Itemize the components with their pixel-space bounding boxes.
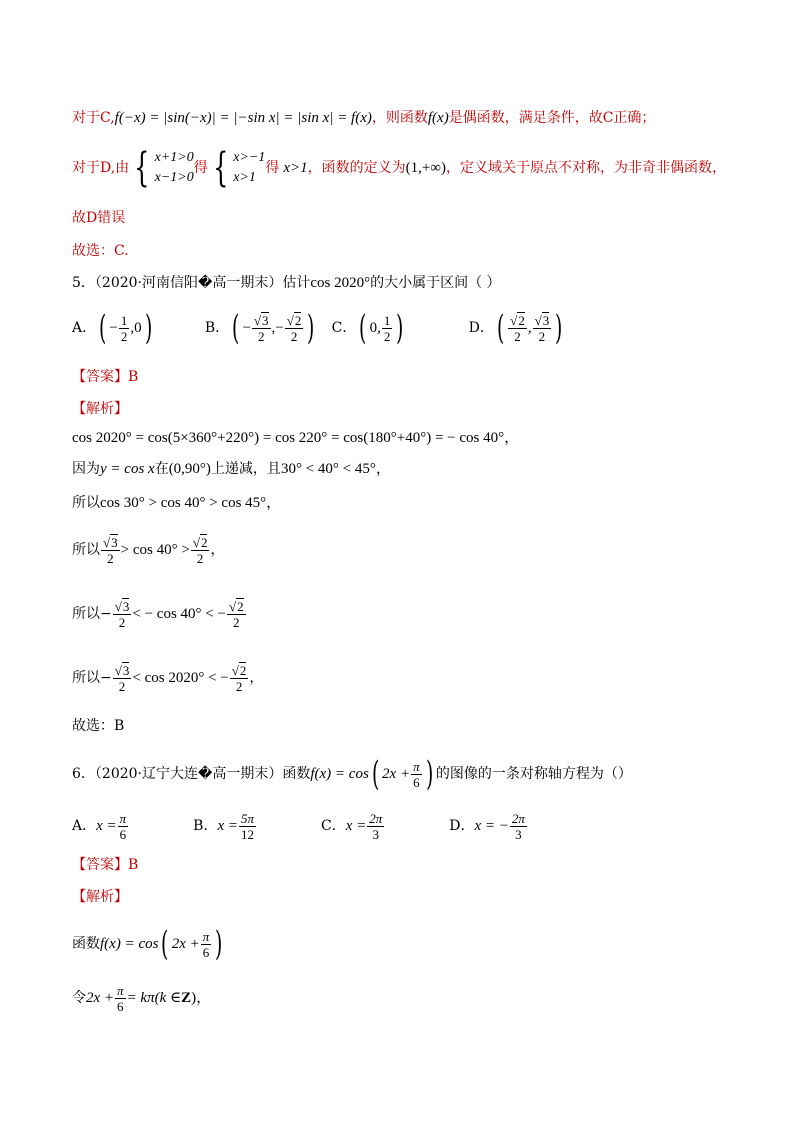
- option-c-math: f(−x) = |sin(−x)| = |−sin x| = |sin x| = f(x): [114, 110, 372, 126]
- q5-select: 故选：B: [72, 718, 125, 734]
- q5-step-6: 所以− $\frac{√3}{2}$ < cos 2020° < − $\frac{√2}{2}$ ，: [72, 662, 264, 694]
- left-brace-1: {: [134, 145, 150, 191]
- q5-option-a[interactable]: A． ( − $\frac{1}{2}$ ,0 ): [72, 308, 152, 348]
- option-d-domain: (1,+∞): [405, 160, 446, 176]
- q6-option-b[interactable]: B． x = $\frac{5\pi}{12}$: [193, 810, 255, 842]
- left-brace-2: {: [212, 145, 229, 191]
- option-d-lead: 对于D,由: [72, 160, 130, 176]
- question-5-stem: 5．（2020·河南信阳�高一期末）估计cos 2020°的大小属于区间（ ）: [72, 275, 501, 291]
- question-5-options: [72, 308, 565, 348]
- q5-answer: 【答案】B: [72, 369, 139, 385]
- question-6-options: [72, 806, 528, 846]
- option-d-tail: ，定义域关于原点不对称，为非奇非偶函数，: [446, 160, 726, 176]
- q6-function-line: 函数 f(x) = cos ( 2x + $\frac{\pi}{6}$ ): [72, 924, 223, 964]
- inequality-system-2: x>−1 x>1: [233, 150, 266, 185]
- integer-set-symbol: Z: [181, 990, 192, 1006]
- q6-option-d[interactable]: D． x = − $\frac{2\pi}{3}$: [449, 810, 525, 842]
- q6-answer: 【答案】B: [72, 857, 139, 873]
- question-6-stem: 6．（2020·辽宁大连�高一期末）函数 f(x) = cos ( 2x + $\frac{\pi}{6}$ ) 的图像的一条对称轴方程为（）: [72, 754, 632, 794]
- q5-option-c[interactable]: C． ( 0, $\frac{1}{2}$ ): [331, 308, 404, 348]
- q6-let-line: 令 2x + $\frac{\pi}{6}$ = kπ (k ∈ Z )，: [72, 982, 212, 1014]
- q5-option-b[interactable]: B． ( − $\frac{√3}{2}$ ,− $\frac{√2}{2}$ ): [204, 308, 315, 348]
- q5-option-d[interactable]: D． ( $\frac{√2}{2}$ , $\frac{√3}{2}$ ): [468, 308, 563, 348]
- option-d-de2: 得: [265, 160, 280, 176]
- q6-option-c[interactable]: C． x = $\frac{2\pi}{3}$: [321, 810, 383, 842]
- option-d-de: 得: [193, 160, 208, 176]
- q6-option-a[interactable]: A． x = $\frac{\pi}{6}$: [72, 810, 127, 842]
- line-option-d-conclusion: 故D错误: [72, 210, 126, 226]
- q5-step-3: 所以cos 30° > cos 40° > cos 45°，: [72, 495, 282, 511]
- option-c-fx: f(x): [427, 110, 449, 126]
- select-c: 故选：C.: [72, 243, 129, 259]
- option-c-tail1: ，则函数: [371, 110, 428, 126]
- q5-step-1: cos 2020° = cos(5×360°+220°) = cos 220° = cos(180°+40°) = − cos 40°，: [72, 430, 520, 446]
- option-c-tail2: 是偶函数，满足条件，故C正确；: [448, 110, 656, 126]
- option-d-mid: ，函数的定义为: [307, 160, 406, 176]
- inequality-system-1: x+1>0 x−1>0: [154, 150, 194, 185]
- q5-analysis-label: 【解析】: [72, 401, 128, 417]
- q6-analysis-label: 【解析】: [72, 889, 128, 905]
- option-c-lead: 对于C,: [72, 110, 115, 126]
- option-d-cond: x>1: [283, 160, 308, 176]
- line-option-d: [72, 145, 726, 191]
- q5-step-4: 所以 $\frac{√3}{2}$ > cos 40° > $\frac{√2}{2}$ ，: [72, 534, 225, 566]
- line-option-c: [72, 109, 655, 127]
- q5-step-2: 因为y = cos x在(0,90°)上递减，且30° < 40° < 45°，: [72, 461, 391, 477]
- q5-step-5: 所以− $\frac{√3}{2}$ < − cos 40° < − $\frac{√2}{2}$: [72, 598, 244, 630]
